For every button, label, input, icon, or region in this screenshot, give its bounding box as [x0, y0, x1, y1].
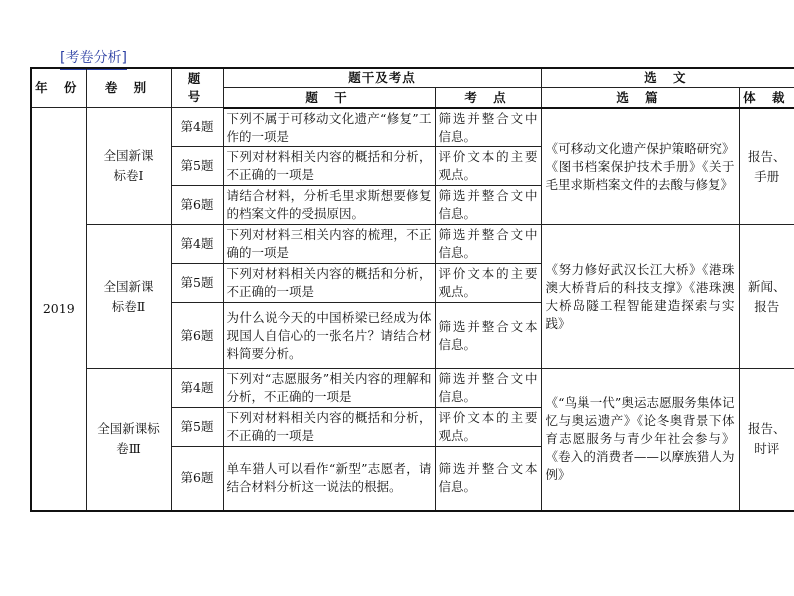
genre-cell: 新闻、报告	[739, 225, 794, 369]
header-genre: 体 裁	[739, 88, 794, 108]
articles-cell: 《努力修好武汉长江大桥》《港珠澳大桥背后的科技支撑》《港珠澳大桥岛隧工程智能建造探索与实践》	[541, 225, 739, 369]
articles-cell: 《“鸟巢一代”奥运志愿服务集体记忆与奥运遗产》《论冬奥背景下体育志愿服务与青少年社会参与》《卷入的消费者——以摩族猎人为例》	[541, 368, 739, 511]
question-number: 第4题	[171, 225, 223, 264]
genre-cell: 报告、手册	[739, 108, 794, 225]
header-stem-group: 题干及考点	[223, 68, 541, 88]
question-stem: 单车猎人可以看作“新型”志愿者，请结合材料分析这一说法的根据。	[223, 446, 435, 511]
page-title: [考卷分析]	[60, 47, 127, 70]
exam-point: 筛选并整合文中信息。	[435, 108, 541, 147]
paper-cell: 全国新课标卷Ⅲ	[86, 368, 171, 511]
exam-point: 筛选并整合文中信息。	[435, 368, 541, 407]
header-paper: 卷 别	[86, 68, 171, 108]
header-number: 题 号	[171, 68, 223, 108]
header-year: 年 份	[31, 68, 86, 108]
question-stem: 为什么说今天的中国桥梁已经成为体现国人自信心的一张名片？请结合材料简要分析。	[223, 303, 435, 369]
exam-point: 评价文本的主要观点。	[435, 147, 541, 186]
header-selection-group: 选 文	[541, 68, 794, 88]
exam-point: 筛选并整合文本信息。	[435, 303, 541, 369]
question-number: 第4题	[171, 108, 223, 147]
question-stem: 下列对材料相关内容的概括和分析，不正确的一项是	[223, 147, 435, 186]
articles-cell: 《可移动文化遗产保护策略研究》《图书档案保护技术手册》《关于毛里求斯档案文件的去酸与修复》	[541, 108, 739, 225]
header-stem: 题 干	[223, 88, 435, 108]
paper-cell: 全国新课标卷Ⅱ	[86, 225, 171, 369]
exam-point: 评价文本的主要观点。	[435, 264, 541, 303]
question-stem: 下列对材料三相关内容的梳理，不正确的一项是	[223, 225, 435, 264]
question-stem: 下列对材料相关内容的概括和分析，不正确的一项是	[223, 264, 435, 303]
year-cell: 2019	[31, 108, 86, 511]
exam-point: 筛选并整合文本信息。	[435, 446, 541, 511]
question-number: 第5题	[171, 407, 223, 446]
header-point: 考 点	[435, 88, 541, 108]
question-stem: 下列对“志愿服务”相关内容的理解和分析，不正确的一项是	[223, 368, 435, 407]
question-number: 第5题	[171, 147, 223, 186]
question-number: 第5题	[171, 264, 223, 303]
exam-point: 评价文本的主要观点。	[435, 407, 541, 446]
exam-point: 筛选并整合文中信息。	[435, 225, 541, 264]
question-number: 第4题	[171, 368, 223, 407]
question-number: 第6题	[171, 303, 223, 369]
question-stem: 请结合材料，分析毛里求斯想要修复的档案文件的受损原因。	[223, 186, 435, 225]
exam-analysis-table	[30, 67, 794, 512]
exam-point: 筛选并整合文中信息。	[435, 186, 541, 225]
question-number: 第6题	[171, 446, 223, 511]
question-stem: 下列不属于可移动文化遗产“修复”工作的一项是	[223, 108, 435, 147]
header-articles: 选 篇	[541, 88, 739, 108]
paper-cell: 全国新课标卷Ⅰ	[86, 108, 171, 225]
genre-cell: 报告、时评	[739, 368, 794, 511]
question-stem: 下列对材料相关内容的概括和分析，不正确的一项是	[223, 407, 435, 446]
question-number: 第6题	[171, 186, 223, 225]
